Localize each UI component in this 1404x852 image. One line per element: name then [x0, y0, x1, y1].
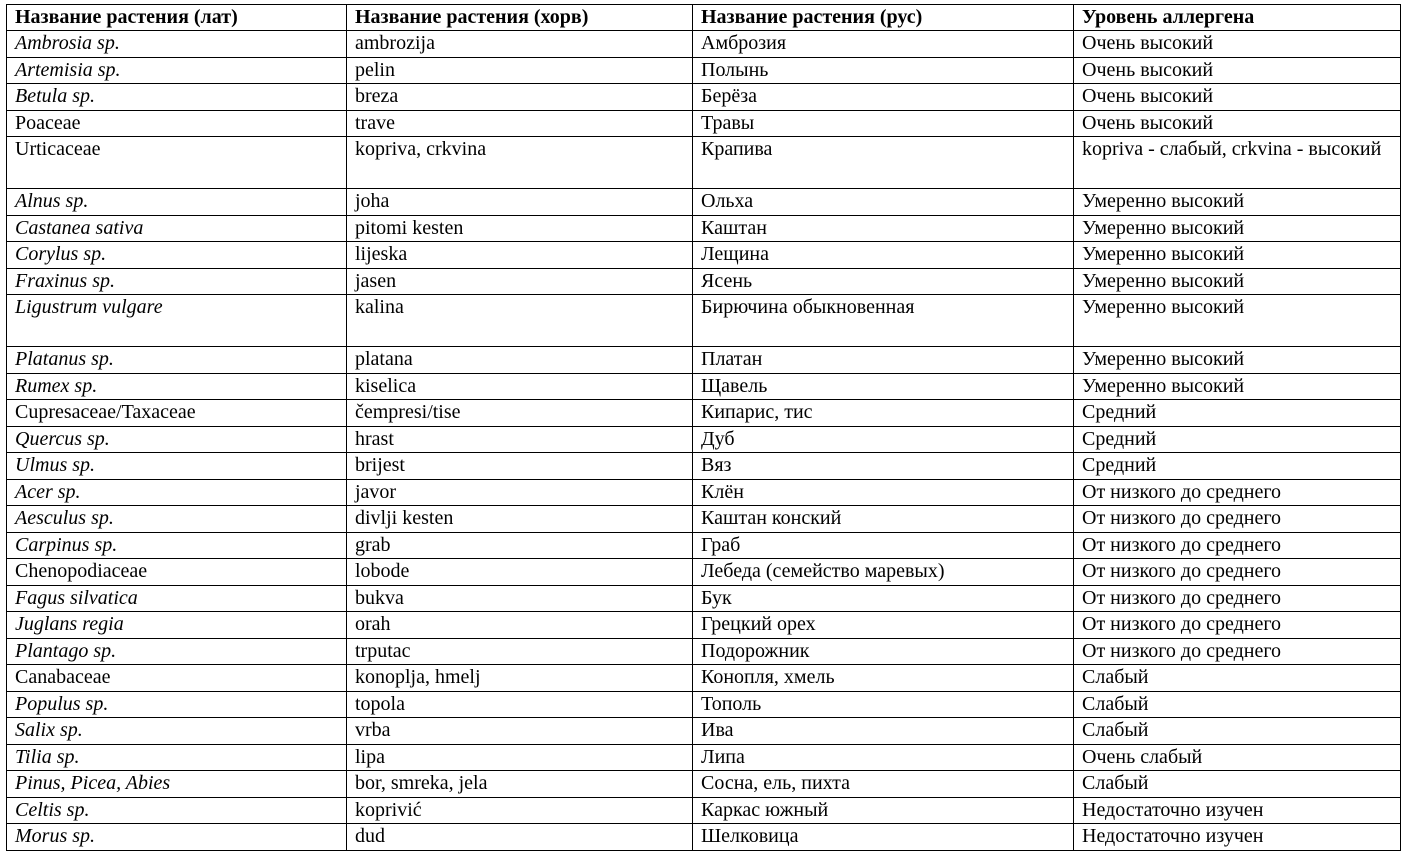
russian-name-cell: Тополь [693, 691, 1074, 718]
russian-name-cell: Конопля, хмель [693, 665, 1074, 692]
allergen-level-cell: Недостаточно изучен [1074, 824, 1401, 851]
table-row [7, 373, 1401, 400]
russian-name-cell: Лещина [693, 242, 1074, 269]
russian-name-cell: Грецкий орех [693, 612, 1074, 639]
russian-name-cell: Полынь [693, 57, 1074, 84]
latin-name-cell: Urticaceae [7, 137, 347, 189]
russian-name-cell: Бирючина обыкновенная [693, 295, 1074, 347]
croatian-name-cell: javor [347, 479, 693, 506]
croatian-name-cell: breza [347, 84, 693, 111]
croatian-name-cell: kalina [347, 295, 693, 347]
table-row [7, 31, 1401, 58]
croatian-name-cell: trputac [347, 638, 693, 665]
latin-name-cell: Castanea sativa [7, 215, 347, 242]
table-row [7, 137, 1401, 189]
allergen-level-cell: Умеренно высокий [1074, 215, 1401, 242]
russian-name-cell: Сосна, ель, пихта [693, 771, 1074, 798]
croatian-name-cell: topola [347, 691, 693, 718]
allergen-table [6, 4, 1401, 851]
table-row [7, 638, 1401, 665]
latin-name-cell: Fraxinus sp. [7, 268, 347, 295]
table-row [7, 771, 1401, 798]
croatian-name-cell: lipa [347, 744, 693, 771]
latin-name-cell: Ambrosia sp. [7, 31, 347, 58]
latin-name-cell: Cupresaceae/Taxaceae [7, 400, 347, 427]
croatian-name-cell: trave [347, 110, 693, 137]
table-row [7, 718, 1401, 745]
croatian-name-cell: joha [347, 189, 693, 216]
table-header [7, 5, 1401, 31]
table-row [7, 797, 1401, 824]
latin-name-cell: Poaceae [7, 110, 347, 137]
table-row [7, 479, 1401, 506]
russian-name-cell: Платан [693, 347, 1074, 374]
latin-name-cell: Celtis sp. [7, 797, 347, 824]
table-row [7, 347, 1401, 374]
croatian-name-cell: kopriva, crkvina [347, 137, 693, 189]
croatian-name-cell: lobode [347, 559, 693, 586]
allergen-level-cell: От низкого до среднего [1074, 559, 1401, 586]
table-row [7, 612, 1401, 639]
russian-name-cell: Амброзия [693, 31, 1074, 58]
table-body [7, 31, 1401, 851]
allergen-level-cell: Умеренно высокий [1074, 189, 1401, 216]
latin-name-cell: Morus sp. [7, 824, 347, 851]
latin-name-cell: Canabaceae [7, 665, 347, 692]
header-croatian-name: Название растения (хорв) [347, 5, 693, 31]
allergen-level-cell: От низкого до среднего [1074, 479, 1401, 506]
croatian-name-cell: orah [347, 612, 693, 639]
russian-name-cell: Каштан [693, 215, 1074, 242]
croatian-name-cell: grab [347, 532, 693, 559]
russian-name-cell: Каштан конский [693, 506, 1074, 533]
allergen-level-cell: От низкого до среднего [1074, 612, 1401, 639]
russian-name-cell: Граб [693, 532, 1074, 559]
russian-name-cell: Берёза [693, 84, 1074, 111]
allergen-level-cell: Недостаточно изучен [1074, 797, 1401, 824]
latin-name-cell: Carpinus sp. [7, 532, 347, 559]
latin-name-cell: Salix sp. [7, 718, 347, 745]
croatian-name-cell: platana [347, 347, 693, 374]
allergen-level-cell: Слабый [1074, 665, 1401, 692]
latin-name-cell: Betula sp. [7, 84, 347, 111]
croatian-name-cell: hrast [347, 426, 693, 453]
allergen-level-cell: Средний [1074, 400, 1401, 427]
russian-name-cell: Шелковица [693, 824, 1074, 851]
allergen-level-cell: Слабый [1074, 691, 1401, 718]
table-row [7, 268, 1401, 295]
table-row [7, 110, 1401, 137]
table-row [7, 400, 1401, 427]
croatian-name-cell: pelin [347, 57, 693, 84]
latin-name-cell: Fagus silvatica [7, 585, 347, 612]
croatian-name-cell: divlji kesten [347, 506, 693, 533]
header-russian-name: Название растения (рус) [693, 5, 1074, 31]
table-row [7, 453, 1401, 480]
croatian-name-cell: vrba [347, 718, 693, 745]
latin-name-cell: Aesculus sp. [7, 506, 347, 533]
table-row [7, 532, 1401, 559]
russian-name-cell: Клён [693, 479, 1074, 506]
allergen-level-cell: Очень высокий [1074, 31, 1401, 58]
russian-name-cell: Подорожник [693, 638, 1074, 665]
latin-name-cell: Populus sp. [7, 691, 347, 718]
russian-name-cell: Каркас южный [693, 797, 1074, 824]
table-row [7, 691, 1401, 718]
latin-name-cell: Alnus sp. [7, 189, 347, 216]
allergen-level-cell: Умеренно высокий [1074, 242, 1401, 269]
russian-name-cell: Бук [693, 585, 1074, 612]
russian-name-cell: Щавель [693, 373, 1074, 400]
header-row [7, 5, 1401, 31]
latin-name-cell: Ligustrum vulgare [7, 295, 347, 347]
allergen-level-cell: Умеренно высокий [1074, 373, 1401, 400]
table-row [7, 189, 1401, 216]
allergen-level-cell: Умеренно высокий [1074, 268, 1401, 295]
table-row [7, 84, 1401, 111]
table-row [7, 57, 1401, 84]
allergen-level-cell: Средний [1074, 426, 1401, 453]
table-row [7, 215, 1401, 242]
latin-name-cell: Tilia sp. [7, 744, 347, 771]
table-row [7, 824, 1401, 851]
russian-name-cell: Ольха [693, 189, 1074, 216]
allergen-level-cell: Очень высокий [1074, 57, 1401, 84]
header-allergen-level: Уровень аллергена [1074, 5, 1401, 31]
header-latin-name: Название растения (лат) [7, 5, 347, 31]
latin-name-cell: Corylus sp. [7, 242, 347, 269]
croatian-name-cell: bukva [347, 585, 693, 612]
croatian-name-cell: konoplja, hmelj [347, 665, 693, 692]
latin-name-cell: Quercus sp. [7, 426, 347, 453]
russian-name-cell: Травы [693, 110, 1074, 137]
table-row [7, 295, 1401, 347]
table-row [7, 744, 1401, 771]
latin-name-cell: Artemisia sp. [7, 57, 347, 84]
croatian-name-cell: dud [347, 824, 693, 851]
croatian-name-cell: lijeska [347, 242, 693, 269]
table-row [7, 559, 1401, 586]
russian-name-cell: Вяз [693, 453, 1074, 480]
croatian-name-cell: koprivić [347, 797, 693, 824]
allergen-level-cell: Слабый [1074, 771, 1401, 798]
allergen-level-cell: От низкого до среднего [1074, 638, 1401, 665]
russian-name-cell: Ясень [693, 268, 1074, 295]
russian-name-cell: Кипарис, тис [693, 400, 1074, 427]
allergen-level-cell: Слабый [1074, 718, 1401, 745]
croatian-name-cell: ambrozija [347, 31, 693, 58]
allergen-level-cell: Очень слабый [1074, 744, 1401, 771]
latin-name-cell: Chenopodiaceae [7, 559, 347, 586]
allergen-level-cell: Средний [1074, 453, 1401, 480]
allergen-level-cell: Умеренно высокий [1074, 347, 1401, 374]
allergen-level-cell: Очень высокий [1074, 84, 1401, 111]
russian-name-cell: Лебеда (семейство маревых) [693, 559, 1074, 586]
latin-name-cell: Ulmus sp. [7, 453, 347, 480]
russian-name-cell: Липа [693, 744, 1074, 771]
allergen-level-cell: kopriva - слабый, crkvina - высокий [1074, 137, 1401, 189]
table-row [7, 506, 1401, 533]
russian-name-cell: Ива [693, 718, 1074, 745]
table-row [7, 426, 1401, 453]
croatian-name-cell: kiselica [347, 373, 693, 400]
croatian-name-cell: jasen [347, 268, 693, 295]
russian-name-cell: Крапива [693, 137, 1074, 189]
table-row [7, 665, 1401, 692]
russian-name-cell: Дуб [693, 426, 1074, 453]
croatian-name-cell: bor, smreka, jela [347, 771, 693, 798]
allergen-level-cell: От низкого до среднего [1074, 585, 1401, 612]
latin-name-cell: Juglans regia [7, 612, 347, 639]
table-row [7, 242, 1401, 269]
latin-name-cell: Pinus, Picea, Abies [7, 771, 347, 798]
latin-name-cell: Plantago sp. [7, 638, 347, 665]
table-row [7, 585, 1401, 612]
allergen-level-cell: От низкого до среднего [1074, 506, 1401, 533]
allergen-level-cell: Умеренно высокий [1074, 295, 1401, 347]
latin-name-cell: Platanus sp. [7, 347, 347, 374]
croatian-name-cell: brijest [347, 453, 693, 480]
croatian-name-cell: čempresi/tise [347, 400, 693, 427]
croatian-name-cell: pitomi kesten [347, 215, 693, 242]
latin-name-cell: Acer sp. [7, 479, 347, 506]
allergen-level-cell: От низкого до среднего [1074, 532, 1401, 559]
allergen-level-cell: Очень высокий [1074, 110, 1401, 137]
latin-name-cell: Rumex sp. [7, 373, 347, 400]
